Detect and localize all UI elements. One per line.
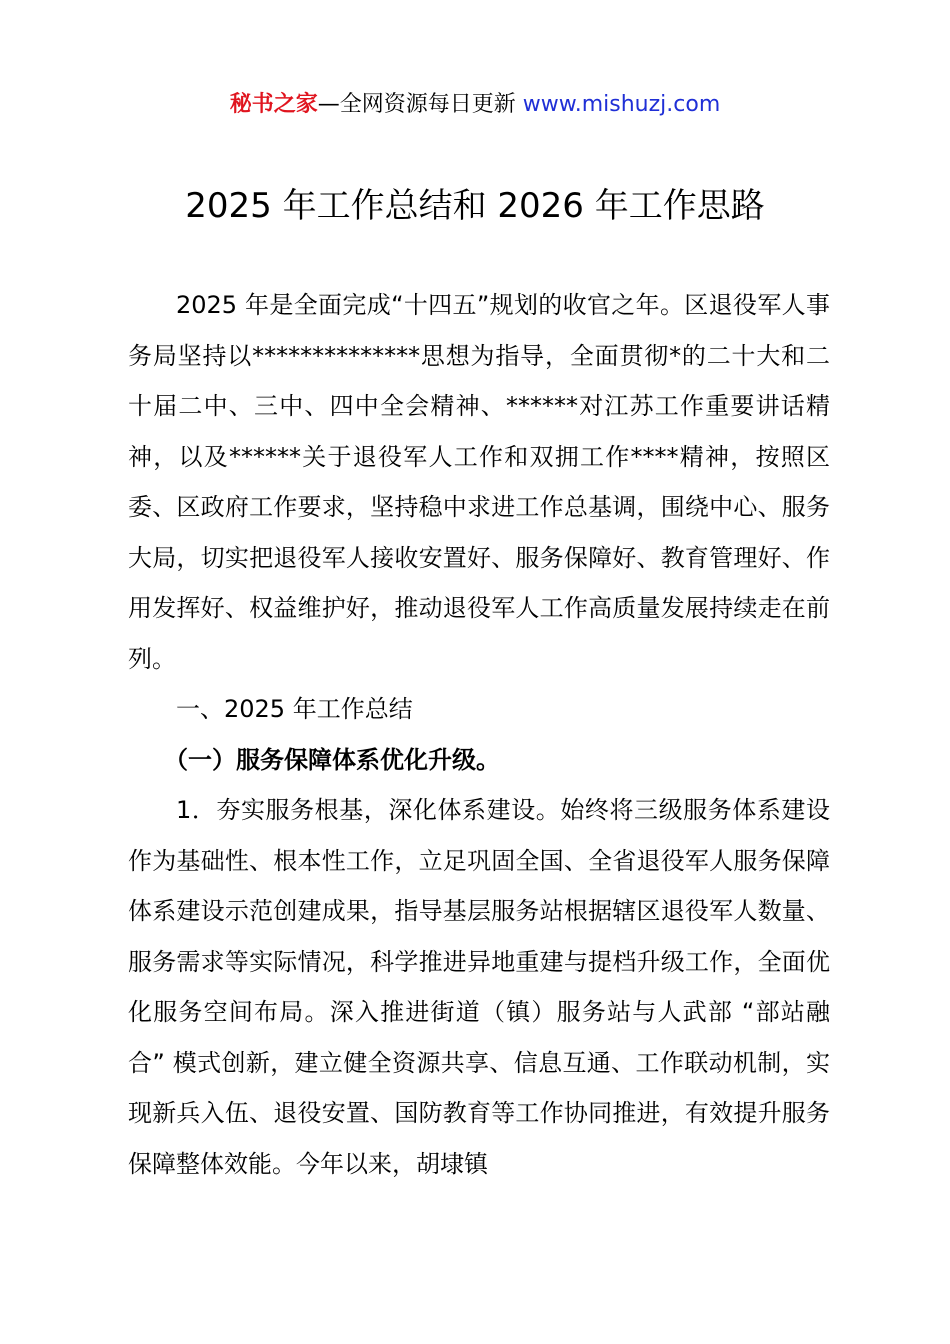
document-title: 2025 年工作总结和 2026 年工作思路 [185,186,765,226]
header-tagline: —全网资源每日更新 [317,92,523,117]
section-heading: 一、2025 年工作总结 [176,695,413,723]
document-body [128,280,830,1189]
site-header [0,88,950,122]
intro-paragraph: 2025 年是全面完成“十四五”规划的收官之年。区退役军人事务局坚持以**************思想为指导，全面贯彻*的二十大和二十届二中、三中、四中全会精神、******对江苏工作重要讲话精神，以及******关于退役军人工作和双拥工作****精神，按照区委、区政府工作要求，坚持稳中求进工作总基调，围绕中心、服务大局，切实把退役军人接收安置好、服务保障好、教育管理好、作用发挥好、权益维护好，推动退役军人工作高质量发展持续走在前列。 [128,291,830,673]
site-url-link[interactable]: www.mishuzj.com [522,92,721,117]
brand-name[interactable]: 秘书之家 [229,92,318,117]
body-paragraph: 1．夯实服务根基，深化体系建设。始终将三级服务体系建设作为基础性、根本性工作，立足巩固全国、全省退役军人服务保障体系建设示范创建成果，指导基层服务站根据辖区退役军人数量、服务需求等实际情况，科学推进异地重建与提档升级工作，全面优化服务空间布局。深入推进街道（镇）服务站与人武部 “部站融合” 模式创新，建立健全资源共享、信息互通、工作联动机制，实现新兵入伍、退役安置、国防教育等工作协同推进，有效提升服务保障整体效能。今年以来，胡埭镇 [128,796,830,1178]
subsection-heading: （一）服务保障体系优化升级。 [164,745,500,774]
